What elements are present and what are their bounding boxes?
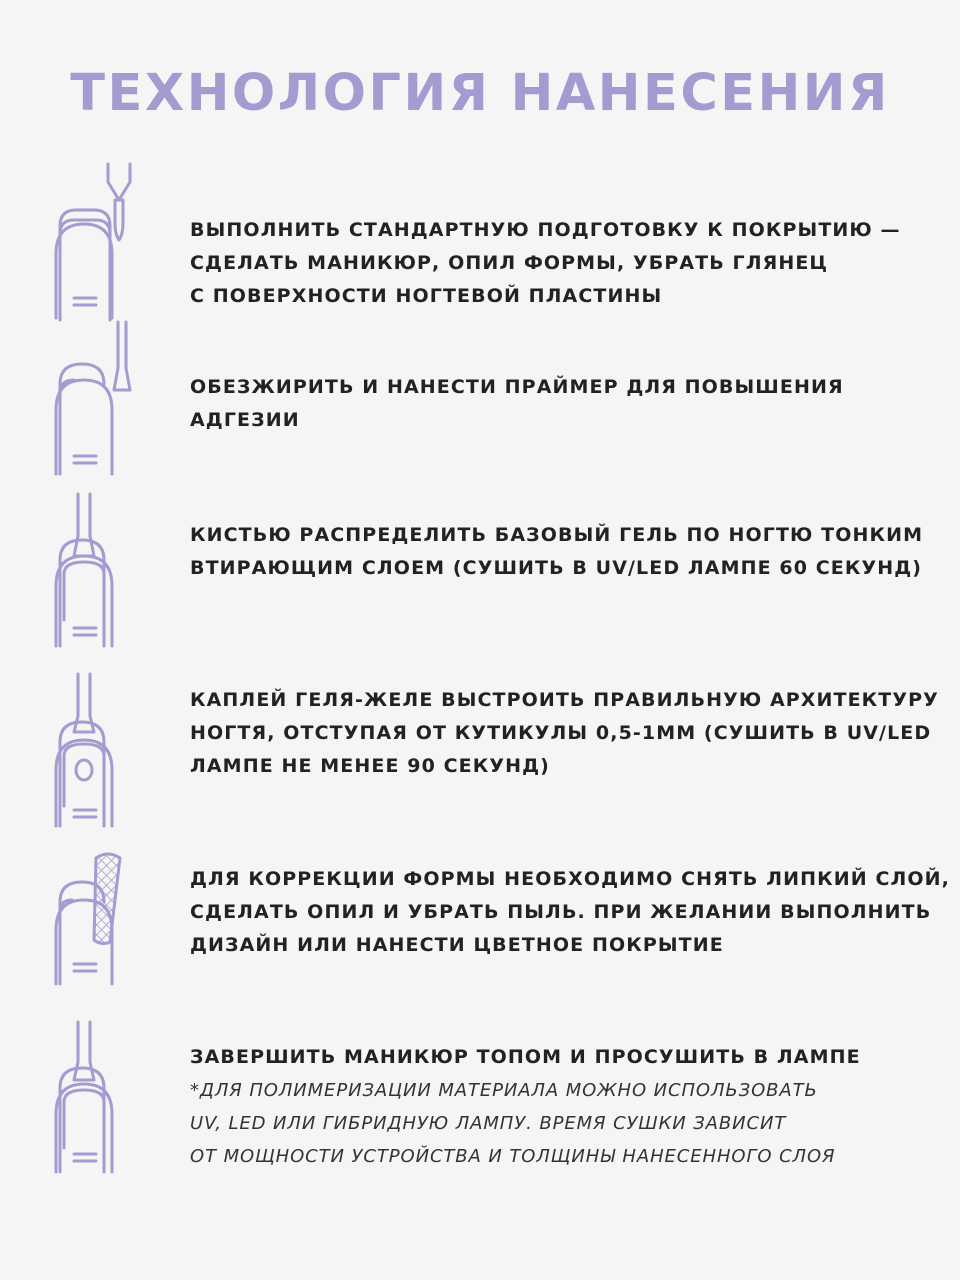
- step-4-text: [190, 684, 939, 783]
- step-1-text: [190, 214, 930, 313]
- page-title: ТЕХНОЛОГИЯ НАНЕСЕНИЯ: [70, 64, 890, 123]
- step-6-text: [190, 1041, 930, 1173]
- step-1-line-3: С ПОВЕРХНОСТИ НОГТЕВОЙ ПЛАСТИНЫ: [190, 285, 663, 307]
- step-3-line-1: КИСТЬЮ РАСПРЕДЕЛИТЬ БАЗОВЫЙ ГЕЛЬ ПО НОГТЮ ТОНКИМ: [190, 524, 924, 546]
- step-4-line-2: НОГТЯ, ОТСТУПАЯ ОТ КУТИКУЛЫ 0,5-1ММ (СУШИТЬ В UV/LED: [190, 722, 932, 744]
- step-4-line-1: КАПЛЕЙ ГЕЛЯ-ЖЕЛЕ ВЫСТРОИТЬ ПРАВИЛЬНУЮ АРХИТЕКТУРУ: [190, 689, 939, 711]
- step-5-line-1: ДЛЯ КОРРЕКЦИИ ФОРМЫ НЕОБХОДИМО СНЯТЬ ЛИПКИЙ СЛОЙ,: [190, 868, 950, 890]
- step-6-line-1: ЗАВЕРШИТЬ МАНИКЮР ТОПОМ И ПРОСУШИТЬ В ЛАМПЕ: [190, 1046, 861, 1068]
- step-1-line-1: ВЫПОЛНИТЬ СТАНДАРТНУЮ ПОДГОТОВКУ К ПОКРЫТИЮ —: [190, 219, 901, 241]
- nail-pusher-icon: [52, 162, 142, 322]
- step-1-line-2: СДЕЛАТЬ МАНИКЮР, ОПИЛ ФОРМЫ, УБРАТЬ ГЛЯНЕЦ: [190, 252, 829, 274]
- step-3-line-2: ВТИРАЮЩИМ СЛОЕМ (СУШИТЬ В UV/LED ЛАМПЕ 60 СЕКУНД): [190, 557, 923, 579]
- step-6-note-line-1: *ДЛЯ ПОЛИМЕРИЗАЦИИ МАТЕРИАЛА МОЖНО ИСПОЛЬЗОВАТЬ: [190, 1080, 818, 1101]
- nail-file-icon: [52, 850, 142, 1010]
- step-2-line-2: АДГЕЗИИ: [190, 409, 300, 431]
- nail-base-brush-icon: [52, 490, 142, 650]
- step-3-text: [190, 519, 930, 585]
- step-2-text: [190, 371, 930, 437]
- nail-primer-brush-icon: [52, 318, 142, 478]
- step-6-note-line-2: UV, LED ИЛИ ГИБРИДНУЮ ЛАМПУ. ВРЕМЯ СУШКИ ЗАВИСИТ: [190, 1113, 787, 1134]
- nail-gel-drop-icon: [52, 670, 142, 830]
- step-4-line-3: ЛАМПЕ НЕ МЕНЕЕ 90 СЕКУНД): [190, 755, 550, 777]
- step-2-line-1: ОБЕЗЖИРИТЬ И НАНЕСТИ ПРАЙМЕР ДЛЯ ПОВЫШЕНИЯ: [190, 376, 844, 398]
- step-6-note-line-3: ОТ МОЩНОСТИ УСТРОЙСТВА И ТОЛЩИНЫ НАНЕСЕННОГО СЛОЯ: [190, 1146, 836, 1167]
- step-5-text: [190, 863, 950, 962]
- step-5-line-2: СДЕЛАТЬ ОПИЛ И УБРАТЬ ПЫЛЬ. ПРИ ЖЕЛАНИИ ВЫПОЛНИТЬ: [190, 901, 932, 923]
- nail-top-brush-icon: [52, 1018, 142, 1178]
- step-5-line-3: ДИЗАЙН ИЛИ НАНЕСТИ ЦВЕТНОЕ ПОКРЫТИЕ: [190, 934, 724, 956]
